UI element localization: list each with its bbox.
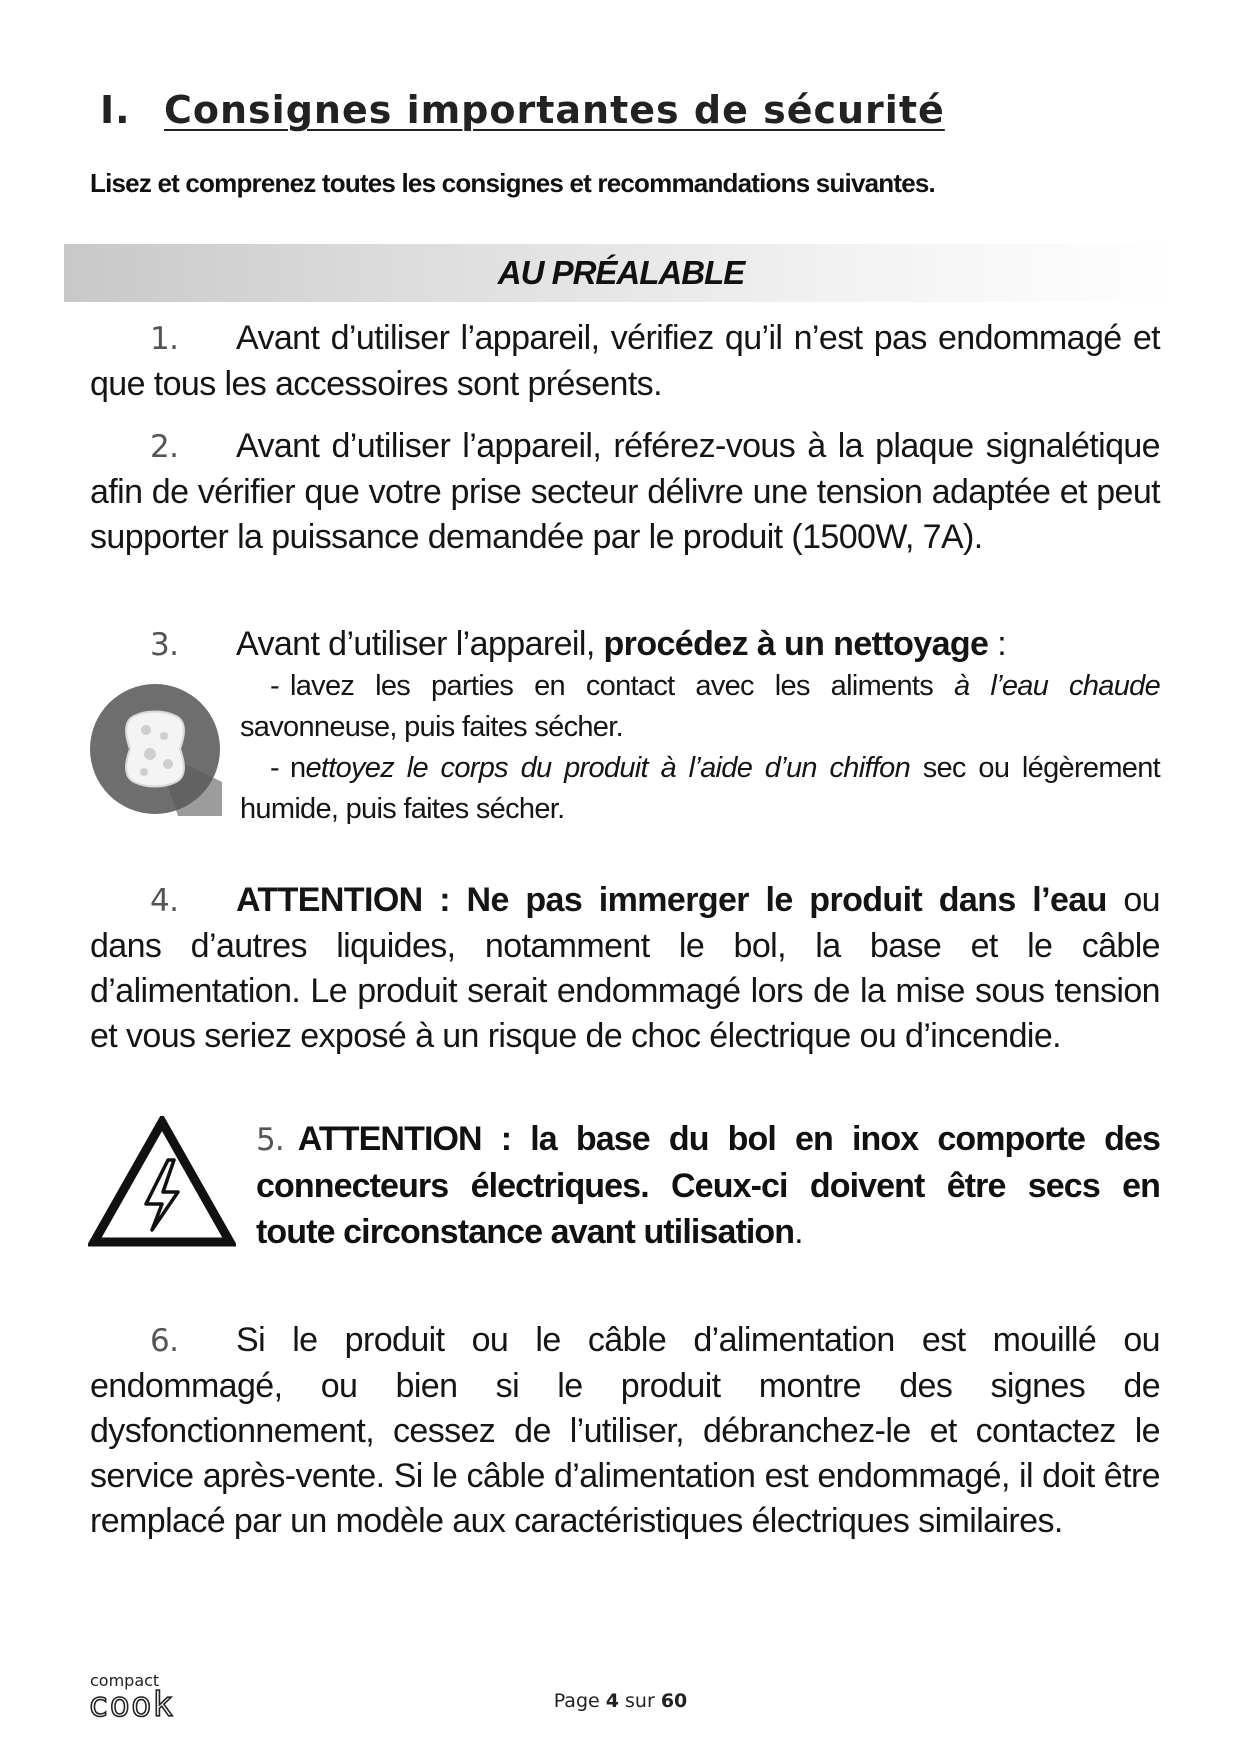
item-number: 3. — [150, 627, 179, 663]
item-number: 2. — [150, 429, 179, 465]
sub-tail: sec ou légèrement humide, puis faites sécher. — [240, 752, 1160, 825]
item-bold: ATTENTION : la base du bol en inox comporte des connecteurs électriques. Ceux-ci doivent être secs en toute circonstance avant utilisation — [256, 1120, 1160, 1251]
page-title — [100, 88, 945, 132]
section-heading: AU PRÉALABLE — [497, 254, 745, 291]
sub-dash: - — [270, 752, 279, 784]
item-number: 5. — [256, 1122, 284, 1158]
section-banner — [64, 244, 1178, 302]
item-number: 4. — [150, 883, 179, 919]
page-number — [0, 1690, 1241, 1712]
page-sep: sur — [618, 1690, 661, 1712]
title-number: I. — [100, 88, 131, 132]
item-text: ou dans d’autres liquides, notamment le bol, la base et le câble d’alimentation. Le produit serait endommagé lors de la mise sous tension et vous seriez exposé à un risque de choc électrique ou d’incendie. — [90, 881, 1160, 1055]
page-label: Page — [553, 1690, 606, 1712]
safety-item-2 — [90, 424, 1160, 560]
item-text: Avant d’utiliser l’appareil, — [236, 625, 604, 663]
sub-italic: à l’eau chaude — [954, 670, 1160, 702]
safety-item-3 — [90, 622, 1160, 668]
electric-hazard-icon — [88, 1116, 236, 1250]
item-bold: procédez à un nettoyage — [603, 625, 989, 663]
safety-item-6 — [90, 1318, 1160, 1544]
item-text: Avant d’utiliser l’appareil, référez-vous à la plaque signalétique afin de vérifier que votre prise secteur délivre une tension adaptée et peut supporter la puissance demandée par le produit (1500W, 7A). — [90, 427, 1160, 556]
sub-italic: ettoyez le corps du produit à l’aide d’un chiffon — [305, 752, 911, 784]
intro-text: Lisez et comprenez toutes les consignes et recommandations suivantes. — [90, 168, 935, 198]
sub-text: n — [290, 752, 306, 784]
item-3-sub-1 — [240, 666, 1160, 748]
sub-dash: - — [270, 670, 279, 702]
item-number: 1. — [150, 321, 179, 357]
logo-top-text: compact — [90, 1671, 160, 1690]
sponge-icon — [88, 682, 222, 816]
item-tail: . — [794, 1213, 803, 1251]
item-3-sub-2 — [240, 748, 1160, 830]
logo-bottom-text: cook — [88, 1685, 174, 1722]
title-text: Consignes importantes de sécurité — [164, 88, 945, 132]
sub-text: lavez les parties en contact avec les aliments — [290, 670, 954, 702]
safety-item-1 — [90, 316, 1160, 407]
item-bold: ATTENTION : Ne pas immerger le produit dans l’eau — [236, 881, 1107, 919]
item-text: Avant d’utiliser l’appareil, vérifiez qu’il n’est pas endommagé et que tous les accessoires sont présents. — [90, 319, 1160, 403]
page-total: 60 — [660, 1690, 688, 1712]
item-text: Si le produit ou le câble d’alimentation est mouillé ou endommagé, ou bien si le produit montre des signes de dysfonctionnement, cessez de l’utiliser, débranchez-le et contactez le service après-vente. Si le câble d’alimentation est endommagé, il doit être remplacé par un modèle aux caractéristiques électriques similaires. — [90, 1321, 1160, 1540]
safety-item-4 — [90, 878, 1160, 1059]
safety-item-5 — [256, 1116, 1160, 1255]
item-tail: : — [988, 625, 1007, 663]
page-current: 4 — [605, 1690, 619, 1712]
item-number: 6. — [150, 1323, 179, 1359]
sub-tail: savonneuse, puis faites sécher. — [240, 711, 623, 743]
